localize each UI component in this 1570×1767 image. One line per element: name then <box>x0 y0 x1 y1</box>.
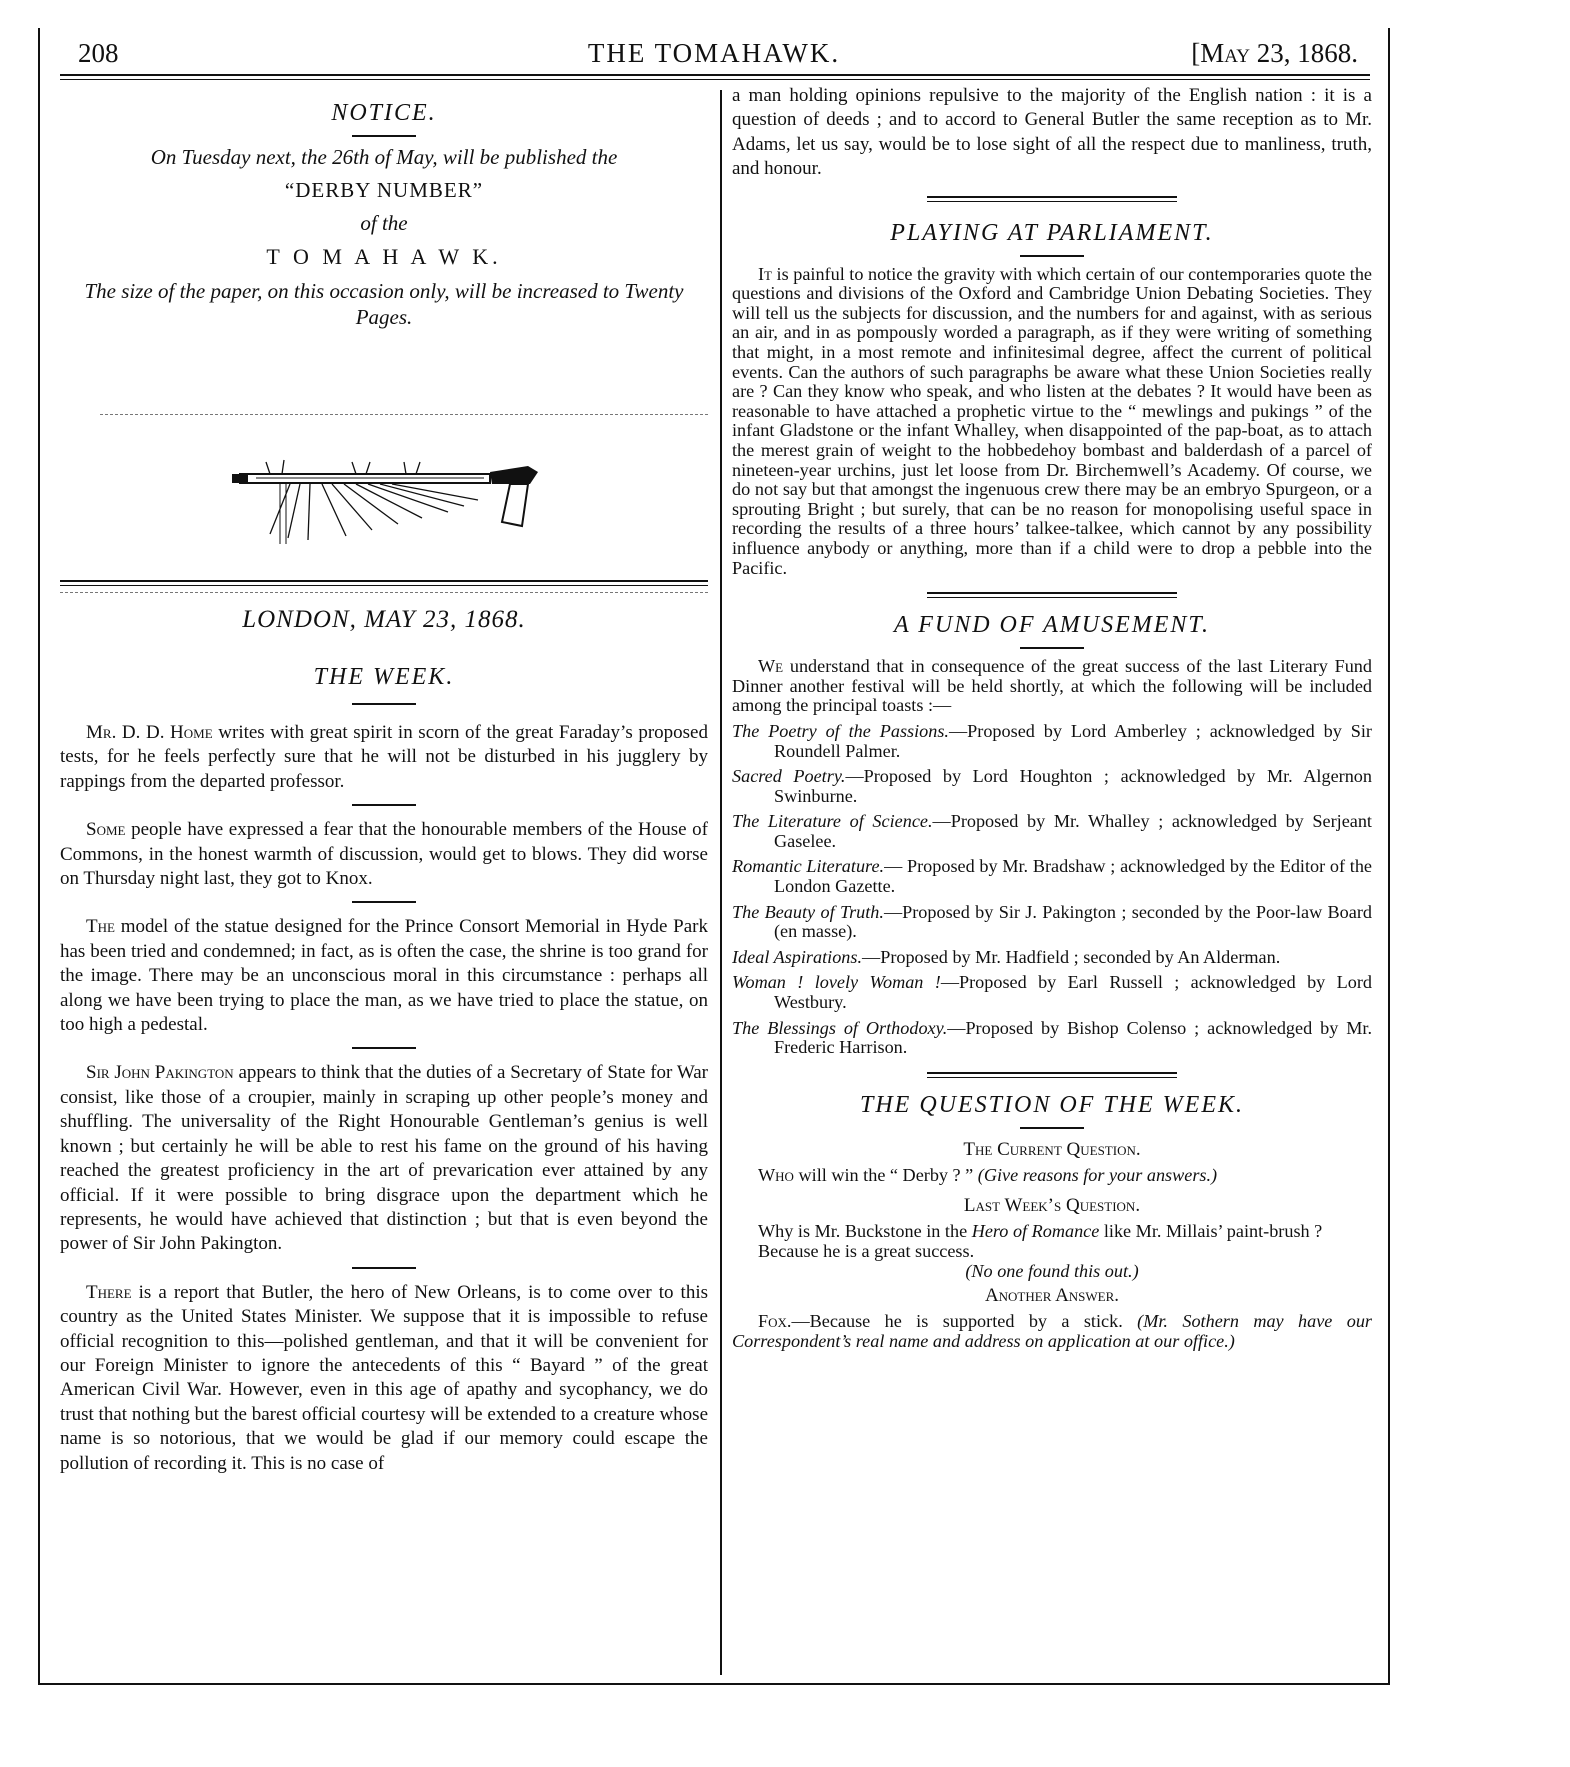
toast-item: Sacred Poetry.—Proposed by Lord Houghton ; acknowledged by Mr. Algernon Swinburne. <box>732 766 1372 806</box>
last-note: (No one found this out.) <box>965 1260 1139 1281</box>
notice-line-5: The size of the paper, on this occasion only, will be increased to Twenty Pages. <box>84 279 684 329</box>
short-rule <box>1020 1127 1084 1129</box>
week-item-commons: Some people have expressed a fear that the honourable members of the House of Commons, in the honest warmth of discussion, would get to blows. They did worse on Thursday night last, they got to Knox. <box>60 819 708 890</box>
week-butler-continued: a man holding opinions repulsive to the majority of the English nation : it is a question of deeds ; and to accord to General Butler the same reception as to Mr. Adams, let us say, would be to lose sight of all the respect due to manliness, truth, and honour. <box>732 85 1372 180</box>
notice-of-the: of the <box>360 211 408 235</box>
last-question-heading: Last Week’s Question. <box>963 1194 1141 1216</box>
tomahawk-emblem <box>60 426 708 558</box>
short-rule <box>352 1047 416 1049</box>
toast-item: The Blessings of Orthodoxy.—Proposed by Bishop Colenso ; acknowledged by Mr. Frederic Harrison. <box>732 1017 1372 1058</box>
tomahawk-icon <box>60 426 708 558</box>
right-column <box>732 84 1372 1351</box>
last-answer: Because he is a great success. <box>758 1240 975 1261</box>
week-item-butler: There is a report that Butler, the hero of New Orleans, is to come over to this country as the United States Minister. We suppose that it is impossible to refuse official recognition to this—polished gentleman, and that it will be convenient for our Foreign Minister to ignore the antecedents of this “ Bayard ” of the great American Civil War. However, even in this age of apathy and sycophancy, we do trust that nothing but the barest official courtesy will be extended to a creature whose name is so notorious, that we would be glad if our memory could escape the pollution of recording it. This is no case of <box>60 1281 708 1474</box>
toast-item: The Literature of Science.—Proposed by Mr. Whalley ; acknowledged by Serjeant Gaselee. <box>732 811 1372 851</box>
toast-item: Woman ! lovely Woman !—Proposed by Earl Russell ; acknowledged by Lord Westbury. <box>732 972 1373 1013</box>
section-rule <box>927 592 1177 598</box>
dashed-rule <box>100 414 708 415</box>
short-rule <box>352 1267 416 1269</box>
week-heading: THE WEEK. <box>313 664 455 690</box>
toast-item: The Beauty of Truth.—Proposed by Sir J. Pakington ; seconded by the Poor-law Board (en masse). <box>732 901 1372 942</box>
toast-item: The Poetry of the Passions.—Proposed by Lord Amberley ; acknowledged by Sir Roundell Palmer. <box>732 720 1372 761</box>
current-question: Who will win the “ Derby ? ” (Give reasons for your answers.) <box>758 1164 1218 1185</box>
header-rule <box>60 74 1370 80</box>
running-header <box>40 28 1388 74</box>
short-rule <box>352 901 416 903</box>
short-rule <box>1020 255 1084 257</box>
notice-line-1: On Tuesday next, the 26th of May, will be published the <box>150 145 618 169</box>
fund-heading: A FUND OF AMUSEMENT. <box>894 612 1210 639</box>
toast-item: Romantic Literature.— Proposed by Mr. Bradshaw ; acknowledged by the Editor of the London Gazette. <box>732 856 1373 897</box>
notice-box <box>60 100 708 418</box>
dateline: LONDON, MAY 23, 1868. <box>242 606 526 633</box>
notice-derby-number: “DERBY NUMBER” <box>284 178 484 202</box>
parliament-article: It is painful to notice the gravity with which certain of our contemporaries quote the questions and divisions of the Oxford and Cambridge Union Debating Societies. They will tell us the subjects for discussion, and the numbers for and against, with as serious an air, and in as pompously worded a paragraph, as if they were writing of something that might, in a most remote and infinitesimal degree, affect the current of political events. Can the authors of such paragraphs be aware what these Union Societies really are ? Can they know who speak, and who listen at the debates ? It would have been as reasonable to have attached a prophetic virtue to the “ mewlings and pukings ” of the infant Gladstone or the infant Whalley, when disappointed of the pap-boat, as to attach the merest grain of weight to the hobbedehoy bombast and balderdash of a parcel of nineteen-year urchins, just let loose from Dr. Birchemwell’s Academy. Of course, we do not say but that amongst the ingenuous crew there may be an embryo Spurgeon, or a sprouting Bright ; but surely, that can be no reason for monopolising useful space in recording the results of a three hours’ talkee-talkee, which cannot by any possibility influence anybody or anything, more than if a child were to drop a pebble into the Pacific. <box>732 263 1373 578</box>
dashed-rule <box>60 592 708 593</box>
parliament-heading: PLAYING AT PARLIAMENT. <box>890 219 1214 246</box>
newspaper-page <box>38 28 1390 1685</box>
left-column <box>60 96 708 1474</box>
fund-intro: We understand that in consequence of the great success of the last Literary Fund Dinner another festival will be held shortly, at which the following will be included among the principal toasts :— <box>732 656 1372 716</box>
question-heading: THE QUESTION OF THE WEEK. <box>860 1091 1244 1118</box>
week-item-home: Mr. D. D. Home writes with great spirit in scorn of the great Faraday’s proposed tests, for he feels perfectly sure that he will not be disturbed in his jugglery by rappings from the departed professor. <box>60 722 708 792</box>
section-rule <box>927 196 1177 202</box>
section-rule <box>60 580 708 586</box>
another-answer-heading: Another Answer. <box>984 1284 1120 1306</box>
week-item-pakington: Sir John Pakington appears to think that the duties of a Secretary of State for War consist, like those of a croupier, mainly in scraping up other people’s money and shuffling. The universality of the Right Honourable Gentleman’s genius is well known ; but certainly he will be able to rest his fame on the ground of his having reached the greatest proficiency in the art of prevarication ever attained by any official. If it were possible to bring disgrace upon the department which he represents, he would have achieved that distinction ; but that is even beyond the power of Sir John Pakington. <box>60 1062 708 1255</box>
section-rule <box>927 1072 1177 1078</box>
short-rule <box>352 135 416 137</box>
short-rule <box>352 804 416 806</box>
last-question: Why is Mr. Buckstone in the Hero of Romance like Mr. Millais’ paint-brush ? <box>758 1220 1323 1241</box>
fox-answer: Fox.—Because he is supported by a stick. (Mr. Sothern may have our Correspondent’s real name and address on application at our office.) <box>732 1310 1373 1351</box>
notice-tomahawk: T O M A H A W K. <box>266 244 502 269</box>
masthead-title: THE TOMAHAWK. <box>587 38 841 68</box>
short-rule <box>352 703 416 705</box>
column-rule <box>720 90 722 1675</box>
short-rule <box>1020 647 1084 649</box>
page-number: 208 <box>78 38 119 68</box>
header-date: [May 23, 1868. <box>1191 38 1358 68</box>
current-question-heading: The Current Question. <box>963 1138 1141 1160</box>
toast-item: Ideal Aspirations.—Proposed by Mr. Hadfield ; seconded by An Alderman. <box>732 946 1281 967</box>
week-section <box>60 606 708 1476</box>
week-item-statue: The model of the statue designed for the Prince Consort Memorial in Hyde Park has been tried and condemned; in fact, as is often the case, the shrine is too grand for the image. There may be an unconscious moral in this circumstance : perhaps all along we have been trying to place the man, as we have tried to place the statue, on too high a pedestal. <box>60 916 708 1036</box>
notice-heading: NOTICE. <box>331 100 437 126</box>
